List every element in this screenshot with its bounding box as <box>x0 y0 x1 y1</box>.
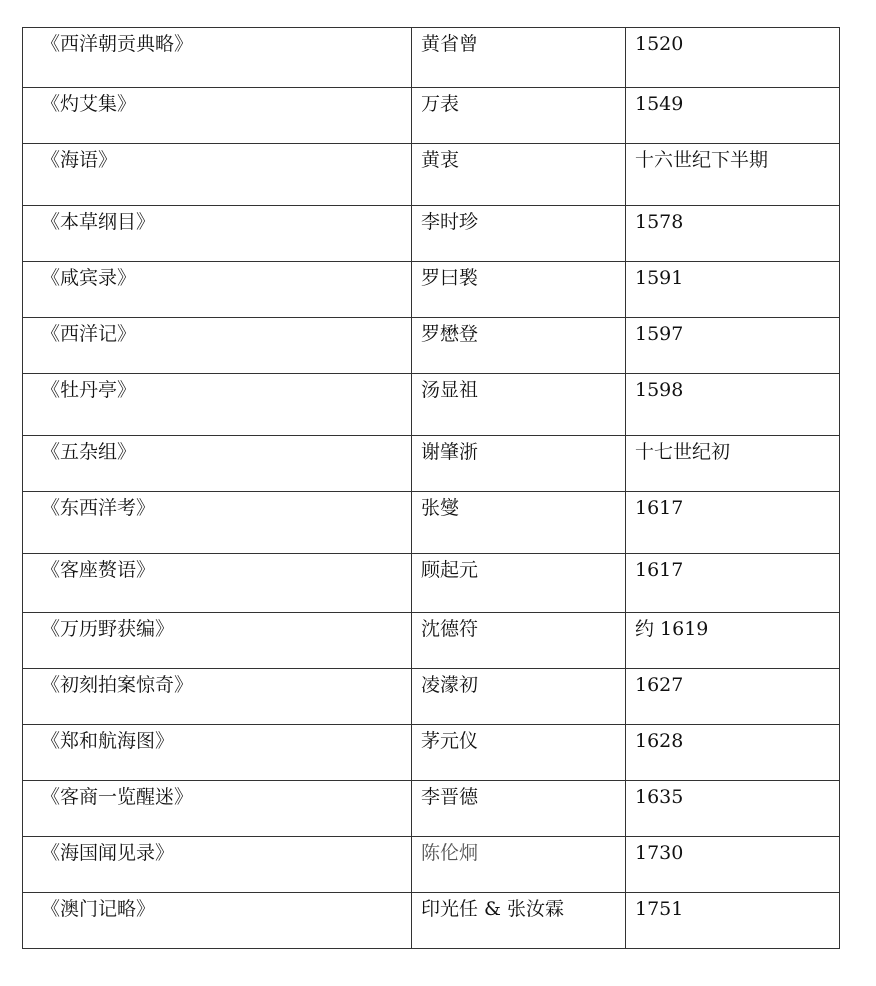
author-cell: 罗曰褧 <box>412 262 626 318</box>
table-row <box>23 893 840 949</box>
table-row <box>23 781 840 837</box>
year-cell: 1627 <box>626 669 840 725</box>
title-cell: 《西洋朝贡典略》 <box>23 28 412 88</box>
year-cell: 十六世纪下半期 <box>626 144 840 206</box>
year-cell: 约 1619 <box>626 613 840 669</box>
author-cell: 沈德符 <box>412 613 626 669</box>
table-row <box>23 725 840 781</box>
year-cell: 1617 <box>626 554 840 613</box>
table-row <box>23 669 840 725</box>
year-cell: 1520 <box>626 28 840 88</box>
author-cell: 汤显祖 <box>412 374 626 436</box>
author-cell: 凌濛初 <box>412 669 626 725</box>
title-cell: 《郑和航海图》 <box>23 725 412 781</box>
year-cell: 1598 <box>626 374 840 436</box>
author-cell: 谢肇浙 <box>412 436 626 492</box>
title-cell: 《客座赘语》 <box>23 554 412 613</box>
author-cell: 罗懋登 <box>412 318 626 374</box>
author-cell: 顾起元 <box>412 554 626 613</box>
author-cell: 张燮 <box>412 492 626 554</box>
book-table <box>22 27 840 949</box>
title-cell: 《咸宾录》 <box>23 262 412 318</box>
title-cell: 《海语》 <box>23 144 412 206</box>
year-cell: 1597 <box>626 318 840 374</box>
table-row <box>23 28 840 88</box>
title-cell: 《五杂组》 <box>23 436 412 492</box>
year-cell: 1730 <box>626 837 840 893</box>
table-row <box>23 837 840 893</box>
table-row <box>23 88 840 144</box>
year-cell: 1617 <box>626 492 840 554</box>
table-row <box>23 374 840 436</box>
author-cell: 李晋德 <box>412 781 626 837</box>
year-cell: 1549 <box>626 88 840 144</box>
table-row <box>23 436 840 492</box>
year-cell: 1751 <box>626 893 840 949</box>
title-cell: 《澳门记略》 <box>23 893 412 949</box>
author-cell: 李时珍 <box>412 206 626 262</box>
title-cell: 《牡丹亭》 <box>23 374 412 436</box>
title-cell: 《东西洋考》 <box>23 492 412 554</box>
author-cell: 万表 <box>412 88 626 144</box>
title-cell: 《初刻拍案惊奇》 <box>23 669 412 725</box>
title-cell: 《海国闻见录》 <box>23 837 412 893</box>
author-cell: 印光任 & 张汝霖 <box>412 893 626 949</box>
table-row <box>23 613 840 669</box>
year-cell: 1628 <box>626 725 840 781</box>
table-row <box>23 492 840 554</box>
table-row <box>23 318 840 374</box>
table-row <box>23 554 840 613</box>
title-cell: 《西洋记》 <box>23 318 412 374</box>
year-cell: 1635 <box>626 781 840 837</box>
year-cell: 1591 <box>626 262 840 318</box>
title-cell: 《万历野获编》 <box>23 613 412 669</box>
author-cell: 黄省曾 <box>412 28 626 88</box>
author-cell: 黄衷 <box>412 144 626 206</box>
year-cell: 十七世纪初 <box>626 436 840 492</box>
title-cell: 《客商一览醒迷》 <box>23 781 412 837</box>
author-cell: 陈伦炯 <box>412 837 626 893</box>
title-cell: 《灼艾集》 <box>23 88 412 144</box>
table-row <box>23 262 840 318</box>
table-row <box>23 206 840 262</box>
author-cell: 茅元仪 <box>412 725 626 781</box>
table-row <box>23 144 840 206</box>
title-cell: 《本草纲目》 <box>23 206 412 262</box>
year-cell: 1578 <box>626 206 840 262</box>
